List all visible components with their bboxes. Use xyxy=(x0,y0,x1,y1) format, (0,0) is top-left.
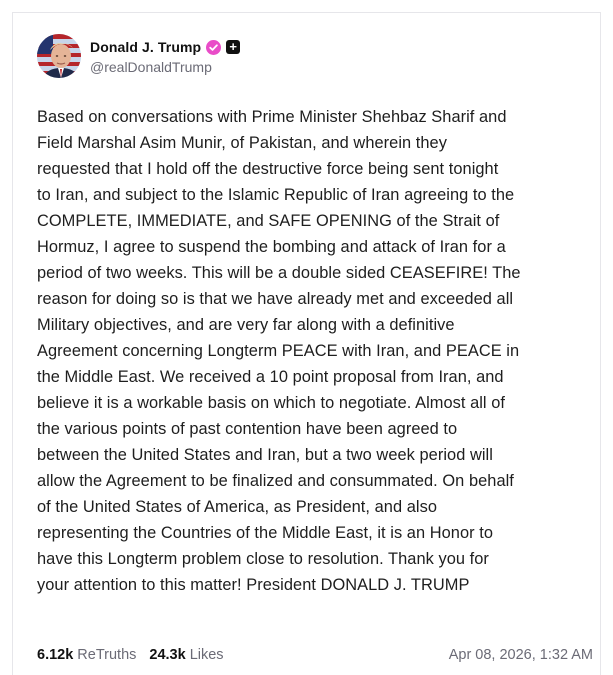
name-row xyxy=(90,37,240,57)
post-text-line: requested that I hold off the destructive force being sent tonight xyxy=(37,160,499,178)
retruths-label: ReTruths xyxy=(77,647,137,663)
avatar-image xyxy=(37,34,81,78)
post-text-line: reason for doing so is that we have already met and exceeded all xyxy=(37,290,514,308)
display-name[interactable]: Donald J. Trump xyxy=(90,39,202,55)
post-text-line: Field Marshal Asim Munir, of Pakistan, and wherein they xyxy=(37,134,447,152)
post-text-line: the various points of past contention have been agreed to xyxy=(37,420,458,438)
post-header xyxy=(37,33,240,79)
avatar[interactable] xyxy=(37,34,81,78)
post-text-line: have this Longterm problem close to resolution. Thank you for xyxy=(37,550,489,568)
post-text-line: your attention to this matter! President DONALD J. TRUMP xyxy=(37,576,470,594)
post-text-line: representing the Countries of the Middle East, it is an Honor to xyxy=(37,524,494,542)
post-text-line: Agreement concerning Longterm PEACE with Iran, and PEACE in xyxy=(37,342,520,360)
author-identity xyxy=(90,37,240,75)
post-text-line: Military objectives, and are very far along with a definitive xyxy=(37,316,455,334)
retruths-stat[interactable] xyxy=(37,647,136,663)
post-text-line: between the United States and Iran, but a two week period will xyxy=(37,446,493,464)
post-footer xyxy=(37,644,593,666)
post-text-line: COMPLETE, IMMEDIATE, and SAFE OPENING of the Strait of xyxy=(37,212,500,230)
post-text-line: Based on conversations with Prime Minister Shehbaz Sharif and xyxy=(37,108,507,126)
author-handle[interactable]: @realDonaldTrump xyxy=(90,59,212,75)
post-text-line: period of two weeks. This will be a double sided CEASEFIRE! The xyxy=(37,264,521,282)
verified-check-icon xyxy=(206,40,221,55)
likes-label: Likes xyxy=(189,647,224,663)
card-border-left xyxy=(12,12,13,675)
post-text-line: Hormuz, I agree to suspend the bombing and attack of Iran for a xyxy=(37,238,506,256)
post-text-line: believe it is a workable basis on which to negotiate. Almost all of xyxy=(37,394,506,412)
post-timestamp[interactable]: Apr 08, 2026, 1:32 AM xyxy=(448,647,593,663)
likes-stat[interactable] xyxy=(149,647,223,663)
post-text-line: allow the Agreement to be finalized and consummated. On behalf xyxy=(37,472,514,490)
retruths-count: 6.12k xyxy=(37,647,74,663)
card-border-top xyxy=(12,12,601,13)
plus-badge-icon: + xyxy=(226,40,240,54)
post-text-line: to Iran, and subject to the Islamic Republic of Iran agreeing to the xyxy=(37,186,515,204)
post-text-line: the Middle East. We received a 10 point proposal from Iran, and xyxy=(37,368,504,386)
post-text-line: of the United States of America, as President, and also xyxy=(37,498,437,516)
likes-count: 24.3k xyxy=(149,647,186,663)
post-text xyxy=(37,104,602,598)
